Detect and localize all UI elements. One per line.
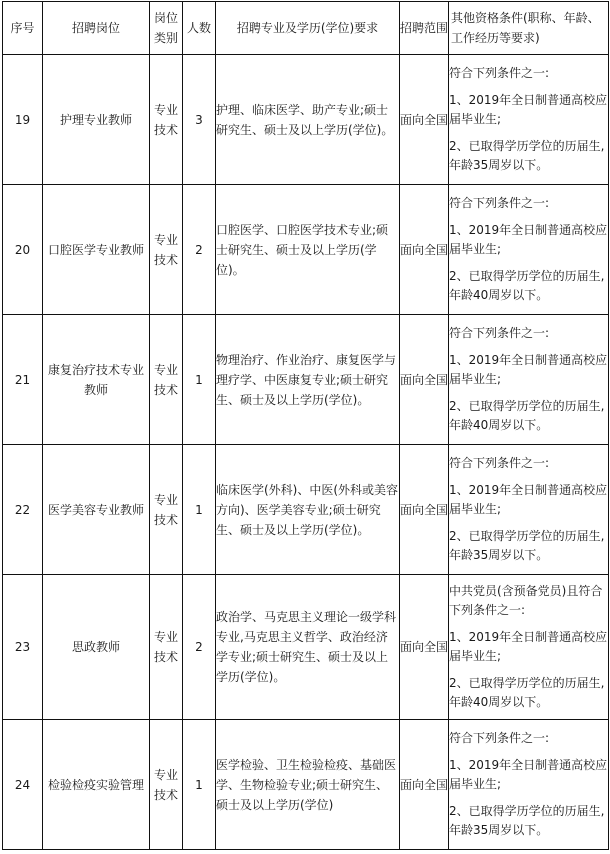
cell-position: 口腔医学专业教师	[43, 185, 150, 315]
condition-1: 1、2019年全日制普通高校应届毕业生;	[449, 93, 608, 126]
cell-position: 医学美容专业教师	[43, 445, 150, 575]
cell-count: 3	[183, 55, 216, 185]
cell-conditions	[449, 55, 609, 185]
condition-1: 1、2019年全日制普通高校应届毕业生;	[449, 223, 608, 256]
cell-count: 1	[183, 315, 216, 445]
condition-2: 2、已取得学历学位的历届生,年龄40周岁以下。	[449, 399, 605, 432]
condition-2: 2、已取得学历学位的历届生,年龄35周岁以下。	[449, 139, 605, 172]
header-scope: 招聘范围	[400, 2, 449, 55]
cell-category: 专业技术	[150, 185, 183, 315]
cell-category: 专业技术	[150, 315, 183, 445]
cell-major: 临床医学(外科)、中医(外科或美容方向)、医学美容专业;硕士研究生、硕士及以上学历(学位)。	[216, 445, 400, 575]
cell-major: 政治学、马克思主义理论一级学科专业,马克思主义哲学、政治经济学专业;硕士研究生、硕士及以上学历(学位)。	[216, 575, 400, 720]
cell-conditions	[449, 185, 609, 315]
cell-scope: 面向全国	[400, 185, 449, 315]
table-row	[3, 185, 609, 315]
condition-1: 1、2019年全日制普通高校应届毕业生;	[449, 353, 608, 386]
cell-category: 专业技术	[150, 55, 183, 185]
cell-category: 专业技术	[150, 575, 183, 720]
cell-conditions	[449, 575, 609, 720]
cell-scope: 面向全国	[400, 575, 449, 720]
table-header-row	[3, 2, 609, 55]
table-row	[3, 55, 609, 185]
cell-seq: 20	[3, 185, 43, 315]
table-row	[3, 315, 609, 445]
table-row	[3, 575, 609, 720]
condition-intro: 符合下列条件之一:	[449, 196, 550, 210]
header-position: 招聘岗位	[43, 2, 150, 55]
table-row	[3, 720, 609, 850]
cell-major: 物理治疗、作业治疗、康复医学与理疗学、中医康复专业;硕士研究生、硕士及以上学历(学位)。	[216, 315, 400, 445]
table-row	[3, 445, 609, 575]
header-count: 人数	[183, 2, 216, 55]
condition-2: 2、已取得学历学位的历届生,年龄40周岁以下。	[449, 269, 605, 302]
cell-conditions	[449, 445, 609, 575]
cell-scope: 面向全国	[400, 720, 449, 850]
cell-major: 医学检验、卫生检验检疫、基础医学、生物检验专业;硕士研究生、硕士及以上学历(学位)	[216, 720, 400, 850]
cell-conditions	[449, 720, 609, 850]
cell-position: 思政教师	[43, 575, 150, 720]
cell-seq: 22	[3, 445, 43, 575]
cell-count: 1	[183, 720, 216, 850]
condition-1: 1、2019年全日制普通高校应届毕业生;	[449, 630, 608, 663]
condition-1: 1、2019年全日制普通高校应届毕业生;	[449, 483, 608, 516]
header-other-conditions: 其他资格条件(职称、年龄、工作经历等要求)	[449, 2, 609, 55]
condition-intro: 符合下列条件之一:	[449, 66, 550, 80]
cell-seq: 23	[3, 575, 43, 720]
condition-intro: 符合下列条件之一:	[449, 456, 550, 470]
header-major: 招聘专业及学历(学位)要求	[216, 2, 400, 55]
cell-position: 护理专业教师	[43, 55, 150, 185]
condition-1: 1、2019年全日制普通高校应届毕业生;	[449, 758, 608, 791]
cell-scope: 面向全国	[400, 445, 449, 575]
cell-seq: 19	[3, 55, 43, 185]
condition-intro: 符合下列条件之一:	[449, 731, 550, 745]
cell-seq: 24	[3, 720, 43, 850]
cell-count: 1	[183, 445, 216, 575]
header-seq: 序号	[3, 2, 43, 55]
cell-category: 专业技术	[150, 720, 183, 850]
cell-seq: 21	[3, 315, 43, 445]
condition-intro: 符合下列条件之一:	[449, 326, 550, 340]
condition-2: 2、已取得学历学位的历届生,年龄35周岁以下。	[449, 529, 605, 562]
cell-major: 护理、临床医学、助产专业;硕士研究生、硕士及以上学历(学位)。	[216, 55, 400, 185]
cell-category: 专业技术	[150, 445, 183, 575]
cell-major: 口腔医学、口腔医学技术专业;硕士研究生、硕士及以上学历(学位)。	[216, 185, 400, 315]
cell-scope: 面向全国	[400, 315, 449, 445]
cell-position: 康复治疗技术专业教师	[43, 315, 150, 445]
cell-position: 检验检疫实验管理	[43, 720, 150, 850]
cell-conditions	[449, 315, 609, 445]
condition-2: 2、已取得学历学位的历届生,年龄35周岁以下。	[449, 804, 605, 837]
recruitment-table	[2, 1, 609, 850]
cell-count: 2	[183, 185, 216, 315]
cell-count: 2	[183, 575, 216, 720]
condition-intro: 中共党员(含预备党员)且符合下列条件之一:	[449, 584, 603, 617]
header-category: 岗位类别	[150, 2, 183, 55]
cell-scope: 面向全国	[400, 55, 449, 185]
condition-2: 2、已取得学历学位的历届生,年龄40周岁以下。	[449, 676, 605, 709]
